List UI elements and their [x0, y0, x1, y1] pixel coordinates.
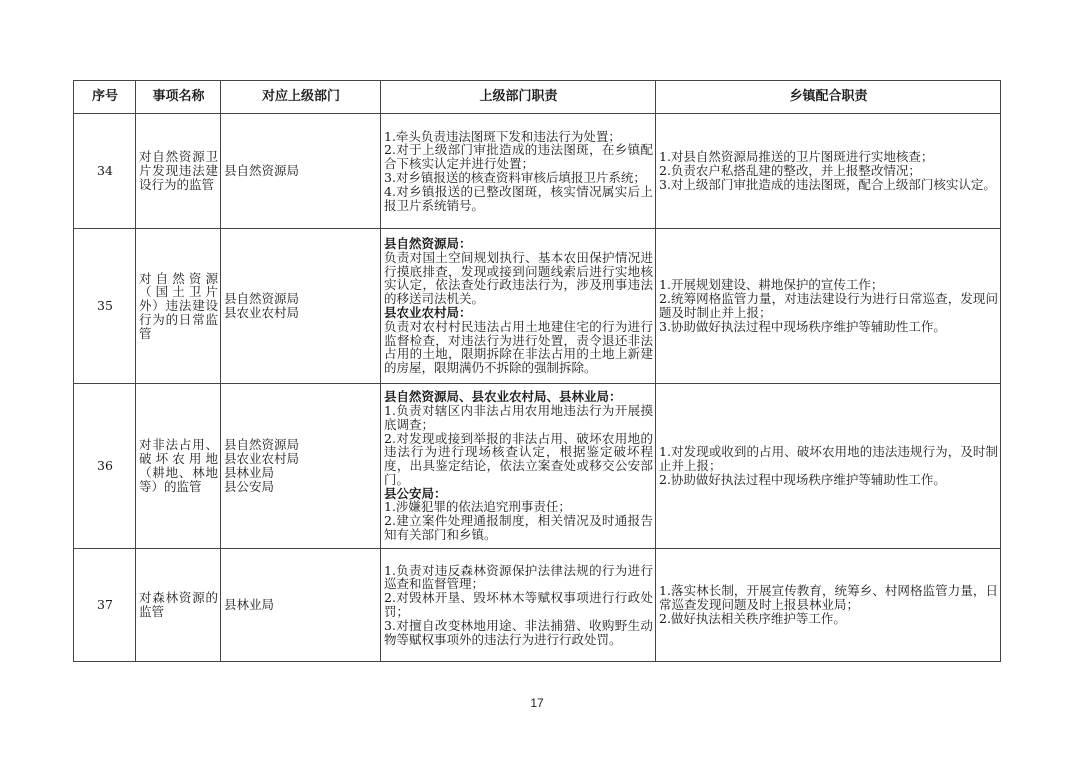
header-town-duties: 乡镇配合职责: [656, 81, 1001, 114]
departments-cell: [221, 384, 381, 549]
duty-item: 1.涉嫌犯罪的依法追究刑事责任；: [384, 499, 571, 515]
row-number: 37: [74, 549, 136, 662]
header-item-name: 事项名称: [136, 81, 221, 114]
row-number: 36: [74, 384, 136, 549]
dept-duties-cell: [381, 229, 656, 384]
town-duties-cell: [656, 114, 1001, 229]
duty-item: 2.对发现或接到举报的非法占用、破坏农用地的违法行为进行现场核查认定，根据鉴定破坏程度，出具鉴定结论，依法立案查处或移交公安部门。: [384, 430, 653, 487]
item-name: 对自然资源（国土卫片外）违法建设行为的日常监管: [136, 229, 221, 384]
departments-cell: [221, 549, 381, 662]
header-row: [74, 81, 1001, 114]
page-number: 17: [530, 696, 544, 710]
town-duty-item: 1.落实林长制，开展宣传教育，统筹乡、村网格监管力量，日常巡查发现问题及时上报县林业局；: [659, 583, 998, 613]
department-name: 县农业农村局: [224, 305, 300, 320]
header-department: 对应上级部门: [221, 81, 381, 114]
row-number: 35: [74, 229, 136, 384]
row-number: 34: [74, 114, 136, 229]
duty-item: 2.对毁林开垦、毁坏林木等赋权事项进行行政处罚；: [384, 590, 653, 619]
table-row: [74, 384, 1001, 549]
town-duty-item: 3.对上级部门审批造成的违法图斑，配合上级部门核实认定。: [659, 176, 996, 192]
duty-item: 2.建立案件处理通报制度，相关情况及时通报告知有关部门和乡镇。: [384, 513, 653, 543]
duty-item: 1.负责对辖区内非法占用农用地违法行为开展摸底调查；: [384, 402, 653, 432]
town-duty-item: 2.统筹网格监管力量，对违法建设行为进行日常巡查，发现问题及时制止并上报；: [659, 291, 998, 320]
town-duties-cell: [656, 549, 1001, 662]
town-duty-item: 1.对县自然资源局推送的卫片图斑进行实地核查；: [659, 149, 934, 165]
town-duty-item: 2.做好执法相关秩序维护等工作。: [659, 610, 846, 626]
department-name: 县公安局: [224, 478, 275, 494]
department-name: 县自然资源局: [224, 291, 300, 307]
duty-heading: 县自然资源局、县农业农村局、县林业局：: [384, 389, 622, 405]
town-duty-item: 1.对发现或收到的占用、破坏农用地的违法违规行为，及时制止并上报；: [659, 444, 998, 474]
town-duty-item: 2.负责农户私搭乱建的整改，并上报整改情况；: [659, 163, 921, 179]
town-duties-cell: [656, 384, 1001, 549]
duty-item: 1.牵头负责违法图斑下发和违法行为处置；: [384, 128, 621, 144]
table-row: [74, 114, 1001, 229]
table-row: [74, 229, 1001, 384]
item-name: 对非法占用、破坏农用地（耕地、林地等）的监管: [136, 384, 221, 549]
duty-item: 负责对国土空间规划执行、基本农田保护情况进行摸底排查，发现或接到问题线索后进行实地核实认定，依法查处行政违法行为，涉及刑事违法的移送司法机关。: [384, 249, 653, 307]
town-duties-cell: [656, 229, 1001, 384]
town-duty-item: 3.协助做好执法过程中现场秩序维护等辅助性工作。: [659, 318, 946, 334]
table-row: [74, 549, 1001, 662]
duty-item: 2.对于上级部门审批造成的违法图斑，在乡镇配合下核实认定并进行处置；: [384, 142, 653, 172]
dept-duties-cell: [381, 384, 656, 549]
header-dept-duties: 上级部门职责: [381, 81, 656, 114]
departments-cell: [221, 229, 381, 384]
duty-item: 负责对农村村民违法占用土地建住宅的行为进行监督检查，对违法行为进行处置，责令退还非法占用的土地，限期拆除在非法占用的土地上新建的房屋，限期满仍不拆除的强制拆除。: [384, 318, 653, 376]
duty-heading: 县自然资源局：: [384, 236, 472, 252]
department-name: 县自然资源局: [224, 437, 300, 453]
departments-cell: [221, 114, 381, 229]
town-duty-item: 2.协助做好执法过程中现场秩序维护等辅助性工作。: [659, 471, 946, 487]
duty-item: 3.对擅自改变林地用途、非法捕猎、收购野生动物等赋权事项外的违法行为进行行政处罚。: [384, 617, 653, 647]
duty-table: [73, 80, 1001, 662]
header-no: 序号: [74, 81, 136, 114]
department-name: 县林业局: [224, 597, 275, 613]
duty-heading: 县公安局：: [384, 485, 447, 501]
duty-heading: 县农业农村局：: [384, 305, 472, 320]
item-name: 对森林资源的监管: [136, 549, 221, 662]
duty-item: 3.对乡镇报送的核查资料审核后填报卫片系统；: [384, 170, 646, 185]
duty-item: 4.对乡镇报送的已整改图斑，核实情况属实后上报卫片系统销号。: [384, 183, 653, 213]
department-name: 县林业局: [224, 465, 275, 480]
item-name: 对自然资源卫片发现违法建设行为的监管: [136, 114, 221, 229]
town-duty-item: 1.开展规划建设、耕地保护的宣传工作；: [659, 277, 884, 293]
dept-duties-cell: [381, 549, 656, 662]
department-name: 县自然资源局: [224, 163, 300, 179]
duty-item: 1.负责对违反森林资源保护法律法规的行为进行巡查和监督管理；: [384, 562, 653, 592]
department-name: 县农业农村局: [224, 451, 300, 467]
dept-duties-cell: [381, 114, 656, 229]
